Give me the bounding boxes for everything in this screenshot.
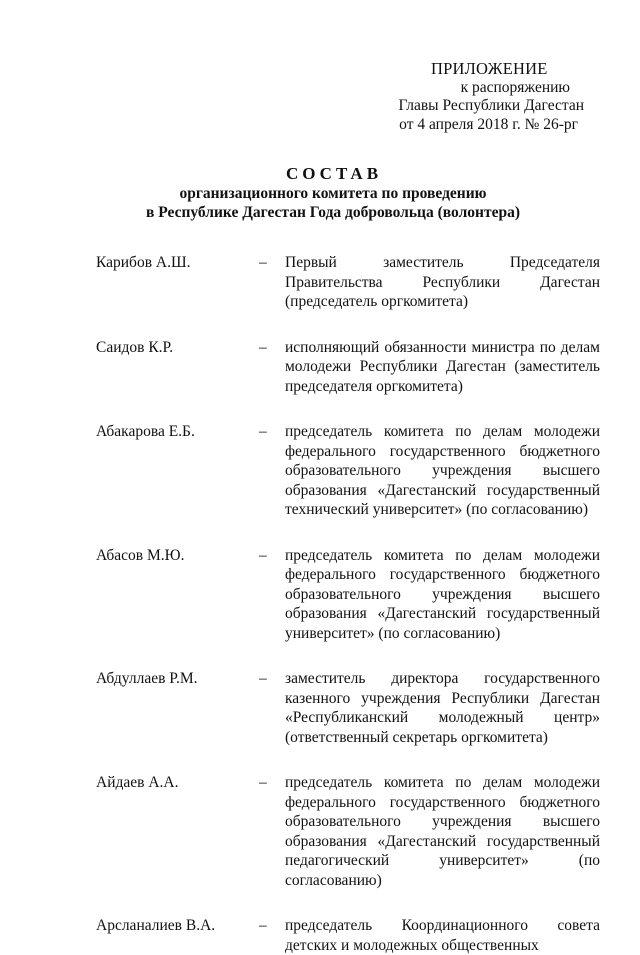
member-dash: – bbox=[259, 917, 267, 934]
heading-subtitle-1: организационного комитета по проведению bbox=[179, 185, 487, 202]
member-role: исполняющий обязанности министра по делам молодежи Республики Дагестан (заместитель председателя оргкомитета) bbox=[285, 338, 600, 395]
member-row bbox=[96, 546, 600, 644]
member-dash: – bbox=[259, 423, 267, 440]
appendix-line-2: Главы Республики Дагестан bbox=[398, 97, 584, 114]
member-row bbox=[96, 422, 600, 520]
heading-subtitle-2: в Республике Дагестан Года добровольца (волонтера) bbox=[145, 204, 520, 221]
member-name: Арсланалиев В.А. bbox=[96, 917, 216, 934]
appendix-line-1: к распоряжению bbox=[460, 78, 570, 96]
members-list bbox=[96, 253, 600, 955]
member-role: заместитель директора государственного казенного учреждения Республики Дагестан «Республиканский молодежный центр» (ответственный секретарь оргкомитета) bbox=[285, 670, 600, 746]
member-row bbox=[96, 338, 600, 397]
member-dash: – bbox=[259, 254, 267, 271]
member-row bbox=[96, 669, 600, 747]
member-row bbox=[96, 773, 600, 890]
member-name: Абакарова Е.Б. bbox=[96, 423, 195, 440]
member-name: Саидов К.Р. bbox=[96, 338, 174, 356]
heading-title: СОСТАВ bbox=[285, 164, 383, 183]
member-name: Абасов М.Ю. bbox=[96, 546, 185, 564]
member-dash: – bbox=[259, 338, 267, 356]
member-dash: – bbox=[259, 774, 267, 791]
member-name: Айдаев А.А. bbox=[96, 774, 179, 791]
member-name: Карибов А.Ш. bbox=[96, 254, 191, 271]
member-name: Абдуллаев Р.М. bbox=[96, 670, 198, 687]
member-role: председатель комитета по делам молодежи федерального государственного бюджетного образовательного учреждения высшего образования «Дагестанский государственный университет» (по согласованию) bbox=[285, 546, 600, 642]
member-role: председатель комитета по делам молодежи федерального государственного бюджетного образовательного учреждения высшего образования «Дагестанский государственный технический университет» (по согласованию) bbox=[285, 423, 600, 518]
member-row bbox=[96, 916, 600, 955]
appendix-title: ПРИЛОЖЕНИЕ bbox=[431, 59, 548, 78]
member-role: председатель комитета по делам молодежи федерального государственного бюджетного образовательного учреждения высшего образования «Дагестанский государственный педагогический университет» (по согласованию) bbox=[285, 774, 600, 889]
member-row bbox=[96, 253, 600, 312]
member-role: Первый заместитель Председателя Правительства Республики Дагестан (председатель оргкомитета) bbox=[285, 254, 600, 310]
member-dash: – bbox=[259, 546, 267, 564]
member-dash: – bbox=[259, 670, 267, 687]
appendix-line-3: от 4 апреля 2018 г. № 26-рг bbox=[399, 115, 578, 133]
document-heading bbox=[0, 163, 640, 222]
member-role: председатель Координационного совета детских и молодежных общественных bbox=[285, 917, 600, 954]
appendix-block bbox=[388, 60, 608, 134]
